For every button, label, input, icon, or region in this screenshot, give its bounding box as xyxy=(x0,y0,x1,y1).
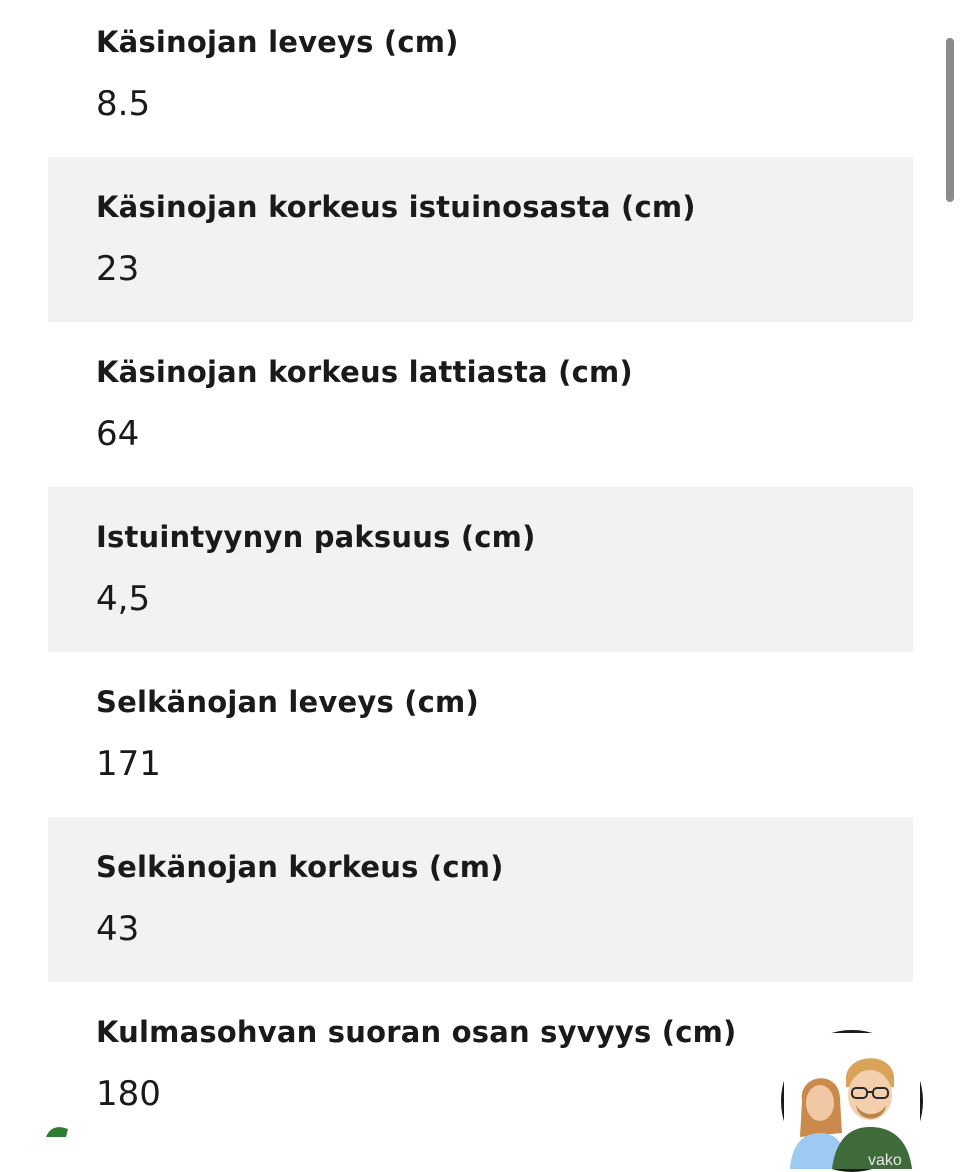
spec-value: 64 xyxy=(96,414,140,454)
scrollbar-thumb[interactable] xyxy=(946,38,954,202)
spec-row-armrest-width xyxy=(48,0,913,157)
spec-label: Käsinojan leveys (cm) xyxy=(96,25,459,59)
spec-row-armrest-height-from-seat xyxy=(48,157,913,322)
spec-label: Selkänojan korkeus (cm) xyxy=(96,850,504,884)
spec-label: Käsinojan korkeus istuinosasta (cm) xyxy=(96,190,696,224)
spec-label: Käsinojan korkeus lattiasta (cm) xyxy=(96,355,633,389)
leaf-icon xyxy=(44,1122,74,1134)
chat-support-avatar-button[interactable] xyxy=(781,1030,923,1172)
spec-value: 8.5 xyxy=(96,84,151,124)
spec-row-armrest-height-from-floor xyxy=(48,322,913,487)
spec-value: 43 xyxy=(96,909,140,949)
shirt-logo-text: vako xyxy=(868,1152,902,1169)
spec-row-backrest-width xyxy=(48,652,913,817)
spec-value: 171 xyxy=(96,744,161,784)
spec-value: 180 xyxy=(96,1074,161,1114)
spec-label: Istuintyynyn paksuus (cm) xyxy=(96,520,536,554)
spec-value: 4,5 xyxy=(96,579,151,619)
spec-list xyxy=(48,0,913,1147)
support-people-icon xyxy=(784,1033,920,1169)
spec-label: Selkänojan leveys (cm) xyxy=(96,685,479,719)
spec-label: Kulmasohvan suoran osan syvyys (cm) xyxy=(96,1015,737,1049)
spec-value: 23 xyxy=(96,249,140,289)
spec-row-seat-cushion-thickness xyxy=(48,487,913,652)
spec-row-backrest-height xyxy=(48,817,913,982)
